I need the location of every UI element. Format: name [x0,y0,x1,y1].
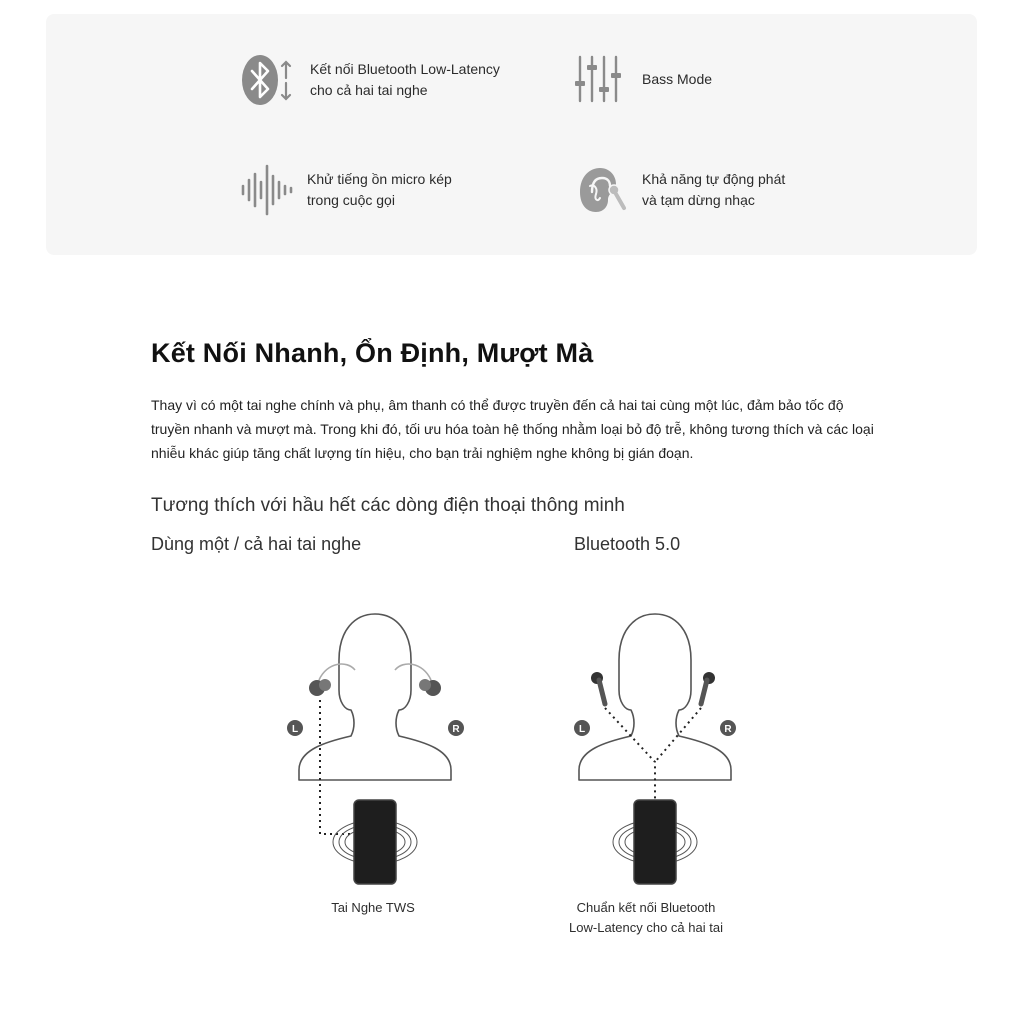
feature-bass-text [642,69,712,90]
compatibility-text: Tương thích với hầu hết các dòng điện thoại thông minh [151,495,625,516]
feature-line: Bass Mode [642,70,713,87]
feature-line: trong cuộc gọi [307,192,395,208]
feature-line: và tạm dừng nhạc [642,192,755,208]
feature-noise-text [307,169,452,211]
feature-line: cho cả hai tai nghe [310,82,428,98]
diagram-caption-low-latency [526,898,766,938]
equalizer-icon [572,51,628,107]
caption-line: Tai Nghe TWS [331,900,415,915]
mode-label: Dùng một / cả hai tai nghe [151,534,362,554]
bluetooth-label: Bluetooth 5.0 [574,534,681,554]
right-earbud [701,672,715,704]
head-silhouette [299,614,451,780]
right-marker-label: R [452,724,460,735]
caption-line: Low-Latency cho cả hai tai [569,920,723,935]
diagram-caption-tws [253,898,493,918]
feature-auto-play [572,162,785,218]
feature-line: Khử tiếng ồn micro kép [307,171,452,187]
left-earbud [591,672,605,704]
ear-earbud-icon [572,162,628,218]
tws-diagram [255,600,495,900]
feature-line: Kết nối Bluetooth Low-Latency [310,61,500,77]
left-earbud [309,679,331,696]
smartphone [354,800,396,884]
feature-noise-cancel [237,162,452,218]
low-latency-diagram [535,600,775,900]
feature-autoplay-text [642,169,785,211]
section-description: Thay vì có một tai nghe chính và phụ, âm thanh có thể được truyền đến cả hai tai cùng một lúc, đảm bảo tốc độ truyền nhanh và mượt mà. Trong khi đó, tối ưu hóa toàn hệ thống nhằm loại bỏ độ trễ, không tương thích và các loại nhiễu khác giúp tăng chất lượng tín hiệu, cho bạn trải nghiệm nghe không bị gián đoạn. [151,397,874,461]
section-title: Kết Nối Nhanh, Ổn Định, Mượt Mà [151,338,594,368]
feature-bluetooth-text [310,59,500,101]
features-panel [46,14,977,255]
right-earbud [419,679,441,696]
caption-line: Chuẩn kết nối Bluetooth [576,900,716,915]
feature-bluetooth [240,52,500,108]
soundwave-icon [237,162,293,218]
left-marker-label: L [578,724,586,735]
feature-bass [572,51,712,107]
bluetooth-icon [240,52,296,108]
right-marker-label: R [724,724,732,735]
smartphone [634,800,676,884]
feature-line: Khả năng tự động phát [642,171,786,187]
left-marker-label: L [291,724,299,735]
